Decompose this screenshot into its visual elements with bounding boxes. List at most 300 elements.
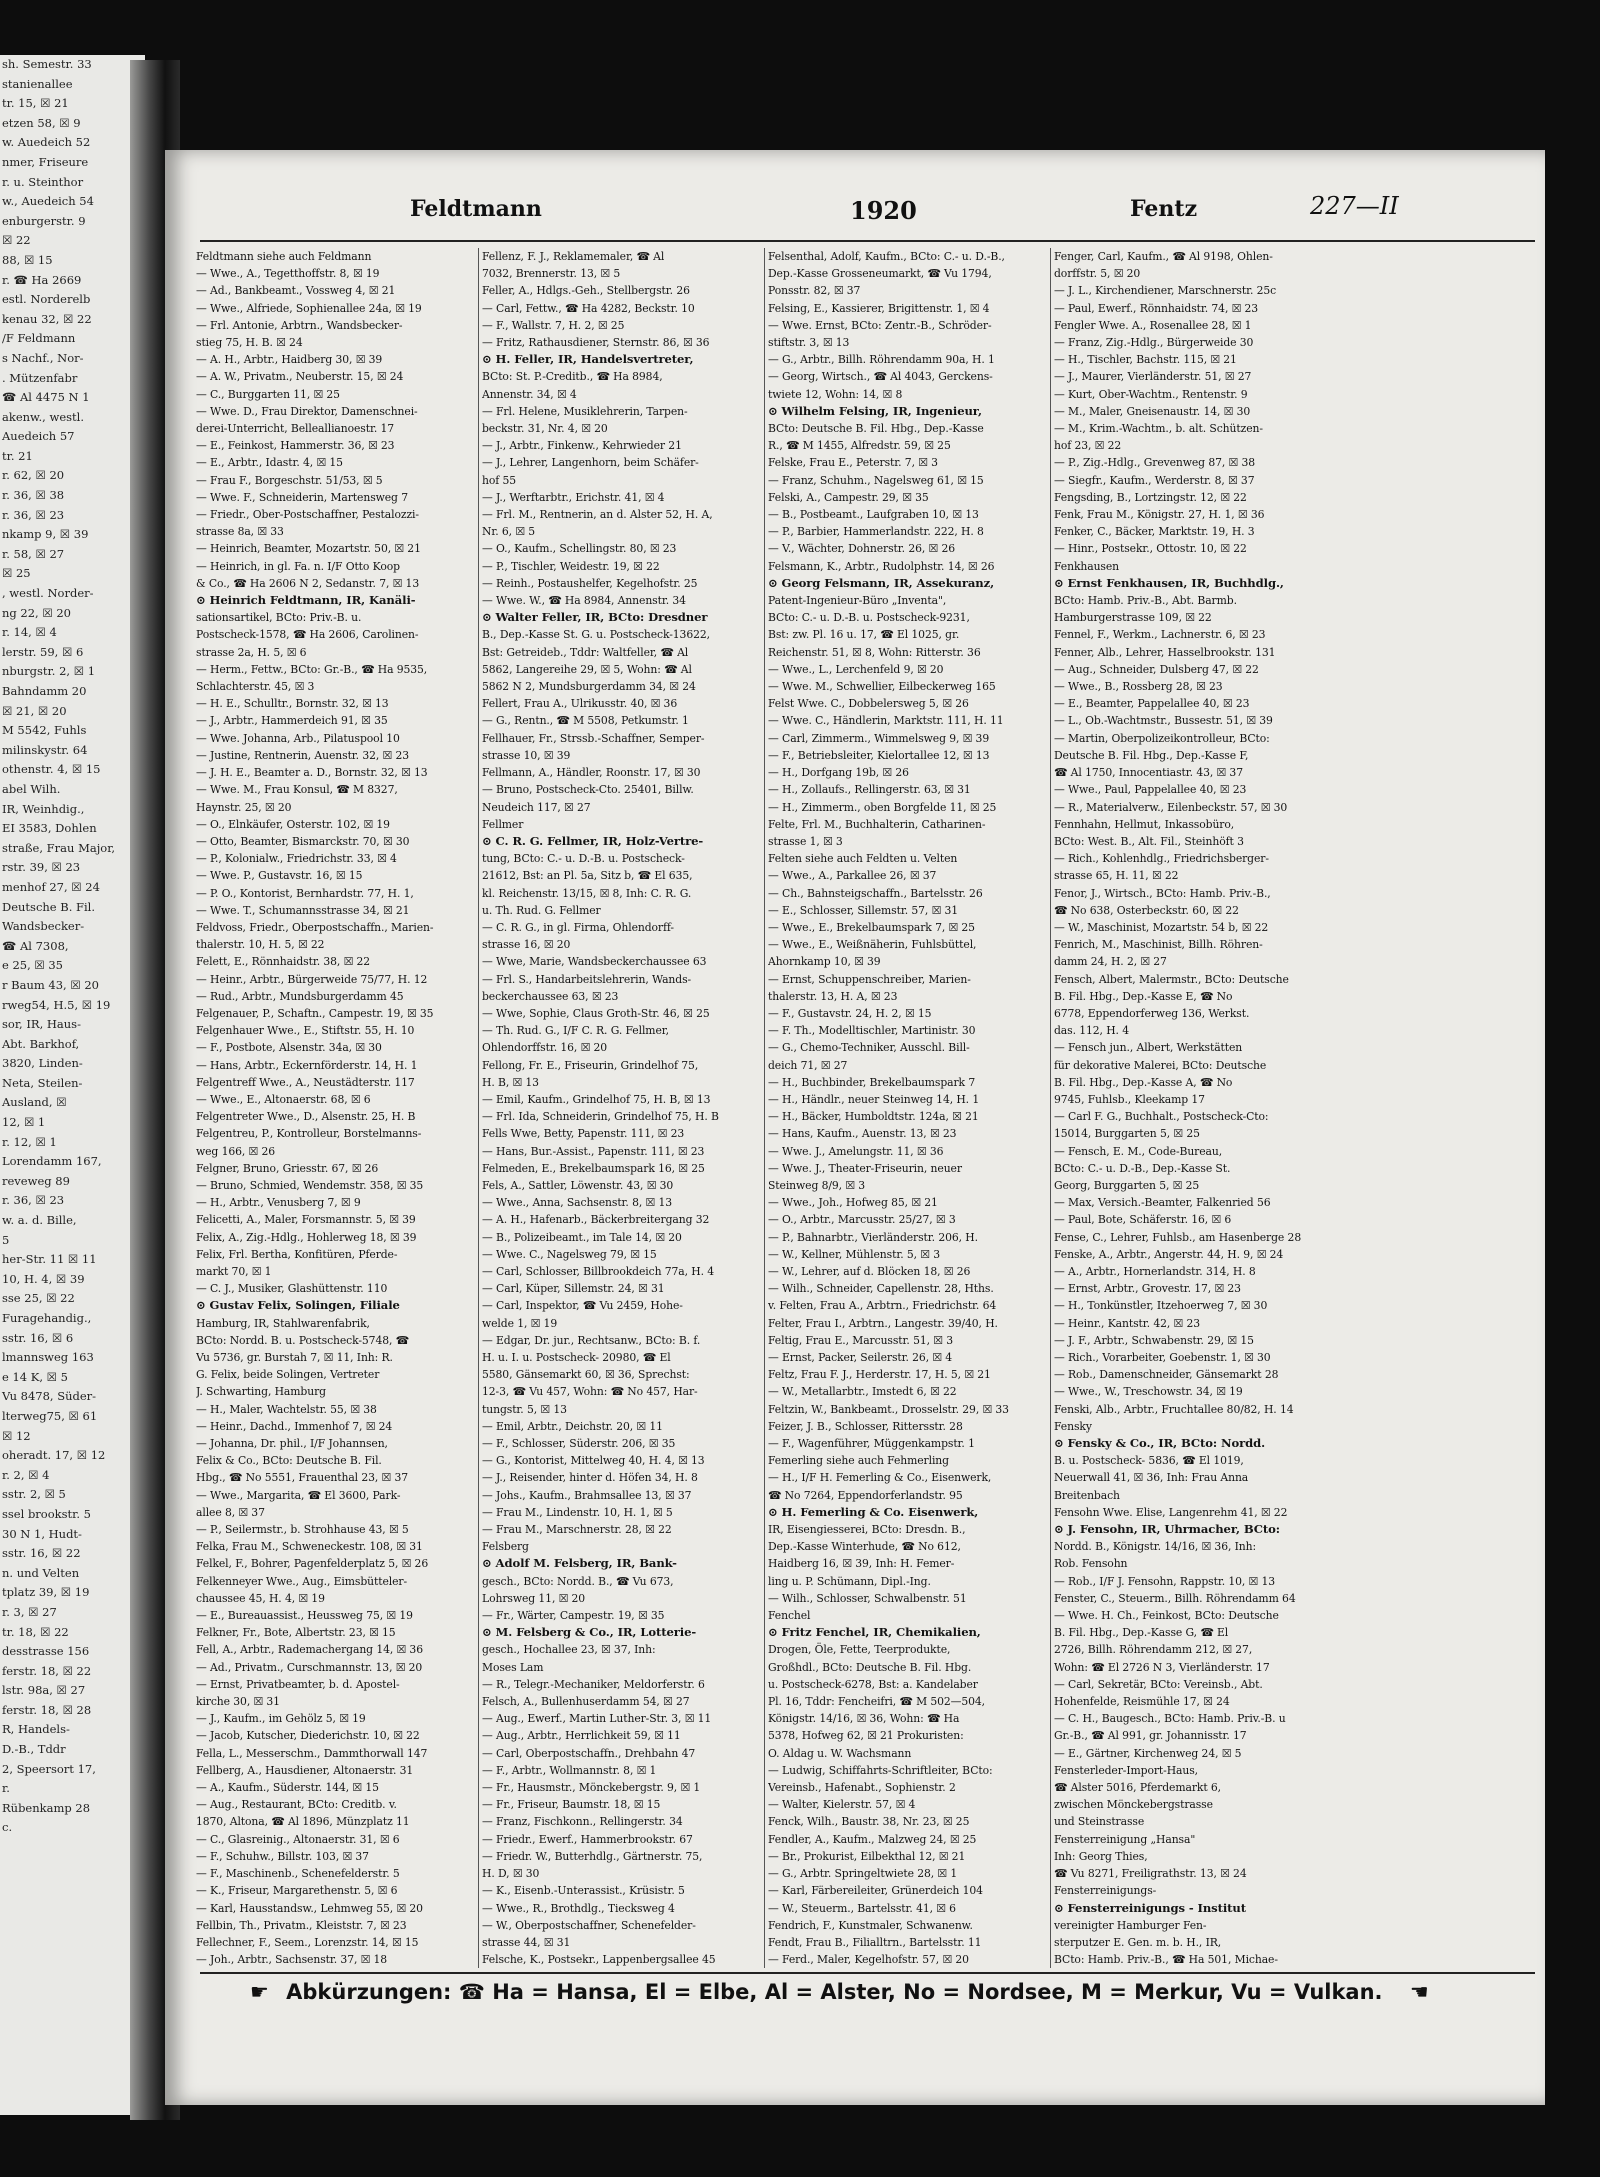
left-page-line: lterweg75, ☒ 61 — [2, 1408, 98, 1423]
directory-entry-line: BCto: C.- u. D.-B., Dep.-Kasse St. — [1054, 1161, 1231, 1175]
directory-entry-line: Ohlendorffstr. 16, ☒ 20 — [482, 1041, 608, 1055]
directory-entry-line: — Wwe. P., Gustavstr. 16, ☒ 15 — [196, 869, 363, 883]
directory-entry-line: — Fr., Friseur, Baumstr. 18, ☒ 15 — [482, 1798, 661, 1812]
directory-entry-line: ⊙ Fritz Fenchel, IR, Chemikalien, — [768, 1625, 981, 1640]
directory-entry-line: das. 112, H. 4 — [1054, 1024, 1129, 1038]
directory-entry-line: Fengsding, B., Lortzingstr. 12, ☒ 22 — [1054, 490, 1247, 504]
directory-entry-line: — Wwe. C., Händlerin, Marktstr. 111, H. 11 — [768, 714, 1004, 728]
directory-entry-line: Felgentreff Wwe., A., Neustädterstr. 117 — [196, 1075, 415, 1089]
directory-entry-line: für dekorative Malerei, BCto: Deutsche — [1054, 1058, 1267, 1072]
directory-entry-line: — Wwe. M., Frau Konsul, ☎ M 8327, — [196, 783, 398, 797]
directory-entry-line: Fellmann, A., Händler, Roonstr. 17, ☒ 30 — [482, 766, 701, 780]
directory-entry-line: 2726, Billh. Röhrendamm 212, ☒ 27, — [1054, 1643, 1253, 1657]
directory-entry-line: — G., Arbtr., Billh. Röhrendamm 90a, H. 1 — [768, 353, 995, 367]
directory-entry-line: Fendler, A., Kaufm., Malzweg 24, ☒ 25 — [768, 1832, 977, 1846]
left-page-line: sse 25, ☒ 22 — [2, 1291, 75, 1306]
directory-entry-line: — Rob., Damenschneider, Gänsemarkt 28 — [1054, 1368, 1279, 1382]
directory-entry-line: sationsartikel, BCto: Priv.-B. u. — [196, 611, 362, 625]
directory-entry-line: — Georg, Wirtsch., ☎ Al 4043, Gerckens- — [768, 370, 993, 384]
directory-entry-line: ⊙ Adolf M. Felsberg, IR, Bank- — [482, 1556, 677, 1571]
directory-entry-line: Feizer, J. B., Schlosser, Rittersstr. 28 — [768, 1419, 963, 1433]
directory-entry-line: — Karl, Färbereileiter, Grünerdeich 104 — [768, 1884, 983, 1898]
directory-entry-line: — Friedr. W., Butterhdlg., Gärtnerstr. 75, — [482, 1849, 703, 1863]
directory-entry-line: Fenster, C., Steuerm., Billh. Röhrendamm 64 — [1054, 1591, 1296, 1605]
directory-entry-line: — Wwe. W., ☎ Ha 8984, Annenstr. 34 — [482, 594, 686, 608]
directory-entry-line: — Wilh., Schneider, Capellenstr. 28, Hths. — [768, 1282, 994, 1296]
left-page-line: r. 14, ☒ 4 — [2, 625, 57, 640]
directory-entry-line: — Carl, Sekretär, BCto: Vereinsb., Abt. — [1054, 1677, 1263, 1691]
directory-entry-line: — Wwe. Ernst, BCto: Zentr.-B., Schröder- — [768, 318, 992, 332]
directory-entry-line: Felten siehe auch Feldten u. Velten — [768, 852, 958, 866]
directory-entry-line: Felgenauer, P., Schaftn., Campestr. 19, ☒ 35 — [196, 1006, 434, 1020]
directory-entry-line: thalerstr. 13, H. A, ☒ 23 — [768, 989, 898, 1003]
directory-entry-line: — F., Maschinenb., Schenefelderstr. 5 — [196, 1867, 400, 1881]
directory-entry-line: Feller, A., Hdlgs.-Geh., Stellbergstr. 26 — [482, 284, 690, 298]
directory-entry-line: thalerstr. 10, H. 5, ☒ 22 — [196, 938, 325, 952]
directory-entry-line: — Franz, Fischkonn., Rellingerstr. 34 — [482, 1815, 683, 1829]
left-page-line: Vu 8478, Süder- — [2, 1389, 97, 1404]
left-page-line: nburgstr. 2, ☒ 1 — [2, 664, 96, 679]
directory-entry-line: strasse 44, ☒ 31 — [482, 1935, 571, 1949]
directory-entry-line: — C. R. G., in gl. Firma, Ohlendorff- — [482, 920, 674, 934]
directory-entry-line: — Fensch jun., Albert, Werkstätten — [1054, 1041, 1243, 1055]
directory-entry-line: — Wwe., W., Treschowstr. 34, ☒ 19 — [1054, 1385, 1243, 1399]
directory-entry-line: — H., Dorfgang 19b, ☒ 26 — [768, 766, 909, 780]
directory-entry-line: 15014, Burggarten 5, ☒ 25 — [1054, 1127, 1200, 1141]
directory-entry-line: — Heinrich, Beamter, Mozartstr. 50, ☒ 21 — [196, 542, 421, 556]
directory-entry-line: 5378, Hofweg 62, ☒ 21 Prokuristen: — [768, 1729, 964, 1743]
directory-entry-line: — H., Händlr., neuer Steinweg 14, H. 1 — [768, 1092, 980, 1106]
left-page-line: D.-B., Tddr — [2, 1742, 66, 1757]
directory-entry-line: Fells Wwe, Betty, Papenstr. 111, ☒ 23 — [482, 1127, 685, 1141]
directory-entry-line: — Jacob, Kutscher, Diederichstr. 10, ☒ 22 — [196, 1729, 420, 1743]
directory-entry-line: — Franz, Zig.-Hdlg., Bürgerweide 30 — [1054, 336, 1254, 350]
directory-entry-line: H. B, ☒ 13 — [482, 1075, 539, 1089]
directory-entry-line: — W., Oberpostschaffner, Schenefelder- — [482, 1918, 696, 1932]
directory-entry-line: BCto: C.- u. D.-B. u. Postscheck-9231, — [768, 611, 970, 625]
directory-entry-line: Fellberg, A., Hausdiener, Altonaerstr. 31 — [196, 1763, 414, 1777]
header-rule — [200, 240, 1535, 242]
directory-entry-line: Feltig, Frau E., Marcusstr. 51, ☒ 3 — [768, 1333, 953, 1347]
left-page-line: r. 2, ☒ 4 — [2, 1467, 50, 1482]
left-page-line: Auedeich 57 — [2, 429, 75, 444]
directory-entry-line: hof 23, ☒ 22 — [1054, 439, 1122, 453]
directory-entry-line: O. Aldag u. W. Wachsmann — [768, 1746, 912, 1760]
directory-entry-line: — E., Schlosser, Sillemstr. 57, ☒ 31 — [768, 903, 959, 917]
directory-entry-line: — F., Betriebsleiter, Kielortallee 12, ☒ 13 — [768, 748, 990, 762]
directory-entry-line: Neudeich 117, ☒ 27 — [482, 800, 591, 814]
directory-entry-line: — A. H., Hafenarb., Bäckerbreitergang 32 — [482, 1213, 710, 1227]
directory-entry-line: — Hinr., Postsekr., Ottostr. 10, ☒ 22 — [1054, 542, 1247, 556]
directory-entry-line: Neuerwall 41, ☒ 36, Inh: Frau Anna — [1054, 1471, 1249, 1485]
header-right-keyword: Fentz — [1130, 196, 1198, 222]
directory-entry-line: Lohrsweg 11, ☒ 20 — [482, 1591, 586, 1605]
directory-entry-line: Felgenhauer Wwe., E., Stiftstr. 55, H. 10 — [196, 1024, 415, 1038]
directory-entry-line: — Ludwig, Schiffahrts-Schriftleiter, BCto: — [768, 1763, 993, 1777]
directory-entry-line: Haynstr. 25, ☒ 20 — [196, 800, 292, 814]
directory-entry-line: 9745, Fuhlsb., Kleekamp 17 — [1054, 1092, 1205, 1106]
directory-entry-line: — Siegfr., Kaufm., Werderstr. 8, ☒ 37 — [1054, 473, 1255, 487]
left-page-line: r. 36, ☒ 38 — [2, 488, 65, 503]
directory-entry-line: Fense, C., Lehrer, Fuhlsb., am Hasenberge 28 — [1054, 1230, 1302, 1244]
directory-entry-line: B. Fil. Hbg., Dep.-Kasse G, ☎ El — [1054, 1626, 1229, 1640]
directory-entry-line: Feldvoss, Friedr., Oberpostschaffn., Marien- — [196, 920, 434, 934]
directory-entry-line: Drogen, Öle, Fette, Teerprodukte, — [768, 1643, 951, 1657]
directory-entry-line: — Wwe. F., Schneiderin, Martensweg 7 — [196, 490, 408, 504]
directory-entry-line: — Frl. M., Rentnerin, an d. Alster 52, H. A, — [482, 508, 713, 522]
left-page-line: othenstr. 4, ☒ 15 — [2, 762, 101, 777]
left-page-line: n. und Velten — [2, 1565, 80, 1580]
directory-entry-line: — A., Arbtr., Hornerlandstr. 314, H. 8 — [1054, 1264, 1256, 1278]
directory-entry-line: — Ernst, Schuppenschreiber, Marien- — [768, 972, 971, 986]
left-page-line: r. ☎ Ha 2669 — [2, 272, 82, 287]
directory-entry-line: Fels, A., Sattler, Löwenstr. 43, ☒ 30 — [482, 1178, 674, 1192]
directory-entry-line: Felsmann, K., Arbtr., Rudolphstr. 14, ☒ 26 — [768, 559, 995, 573]
directory-entry-line: — Justine, Rentnerin, Auenstr. 32, ☒ 23 — [196, 748, 410, 762]
left-page-line: r. u. Steinthor — [2, 174, 84, 189]
directory-entry-line: R., ☎ M 1455, Alfredstr. 59, ☒ 25 — [768, 439, 951, 453]
directory-entry-line: — Frau M., Lindenstr. 10, H. 1, ☒ 5 — [482, 1505, 673, 1519]
left-page-line: 88, ☒ 15 — [2, 252, 53, 267]
directory-entry-line: — Wwe, Sophie, Claus Groth-Str. 46, ☒ 25 — [482, 1006, 710, 1020]
directory-entry-line: Fellenz, F. J., Reklamemaler, ☎ Al — [482, 250, 665, 263]
directory-entry-line: Fenor, J., Wirtsch., BCto: Hamb. Priv.-B., — [1054, 886, 1271, 900]
directory-entry-line: Dep.-Kasse Winterhude, ☎ No 612, — [768, 1540, 961, 1554]
directory-entry-line: — L., Ob.-Wachtmstr., Bussestr. 51, ☒ 39 — [1054, 714, 1273, 728]
directory-entry-line: u. Postscheck-6278, Bst: a. Kandelaber — [768, 1677, 978, 1691]
directory-column-2 — [482, 248, 760, 1968]
directory-entry-line: — Wwe., Margarita, ☎ El 3600, Park- — [196, 1488, 401, 1502]
directory-entry-line: — J., Arbtr., Hammerdeich 91, ☒ 35 — [196, 714, 388, 728]
left-page-line: Abt. Barkhof, — [2, 1036, 80, 1051]
directory-entry-line: — W., Maschinist, Mozartstr. 54 b, ☒ 22 — [1054, 920, 1269, 934]
left-page-line: r. — [2, 1781, 10, 1796]
directory-entry-line: — A. H., Arbtr., Haidberg 30, ☒ 39 — [196, 353, 383, 367]
directory-entry-line: — C., Glasreinig., Altonaerstr. 31, ☒ 6 — [196, 1832, 400, 1846]
left-page-line: e 25, ☒ 35 — [2, 958, 64, 973]
directory-entry-line: — V., Wächter, Dohnerstr. 26, ☒ 26 — [768, 542, 955, 556]
directory-entry-line: — Carl F. G., Buchhalt., Postscheck-Cto: — [1054, 1110, 1269, 1124]
directory-entry-line: — Wwe., Paul, Pappelallee 40, ☒ 23 — [1054, 783, 1247, 797]
directory-entry-line: — Paul, Ewerf., Rönnhaidstr. 74, ☒ 23 — [1054, 301, 1259, 315]
directory-entry-line: — Aug., Restaurant, BCto: Creditb. v. — [196, 1798, 397, 1812]
directory-entry-line: ⊙ Fensterreinigungs - Institut — [1054, 1900, 1247, 1915]
left-page-line: Rübenkamp 28 — [2, 1800, 91, 1815]
directory-entry-line: v. Felten, Frau A., Arbtrn., Friedrichstr. 64 — [768, 1299, 997, 1313]
directory-entry-line: — M., Krim.-Wachtm., b. alt. Schützen- — [1054, 422, 1263, 436]
directory-entry-line: — Fr., Hausmstr., Mönckebergstr. 9, ☒ 1 — [482, 1781, 701, 1795]
directory-entry-line: deich 71, ☒ 27 — [768, 1058, 848, 1072]
directory-entry-line: Hamburg, IR, Stahlwarenfabrik, — [196, 1316, 370, 1330]
directory-entry-line: Vu 5736, gr. Burstah 7, ☒ 11, Inh: R. — [196, 1351, 393, 1364]
directory-entry-line: — J., Arbtr., Finkenw., Kehrwieder 21 — [482, 439, 682, 453]
directory-entry-line: Fennhahn, Hellmut, Inkassobüro, — [1054, 817, 1235, 831]
directory-entry-line: — H., Zollaufs., Rellingerstr. 63, ☒ 31 — [768, 783, 971, 797]
directory-entry-line: ⊙ Walter Feller, IR, BCto: Dresdner — [482, 610, 708, 625]
left-page-line: ferstr. 18, ☒ 22 — [2, 1663, 92, 1678]
directory-entry-line: — Friedr., Ewerf., Hammerbrookstr. 67 — [482, 1832, 693, 1846]
directory-entry-line: — H., Maler, Wachtelstr. 55, ☒ 38 — [196, 1402, 377, 1416]
directory-entry-line: — J., Reisender, hinter d. Höfen 34, H. 8 — [482, 1471, 698, 1485]
directory-entry-line: — J. F., Arbtr., Schwabenstr. 29, ☒ 15 — [1054, 1333, 1254, 1347]
directory-entry-line: Georg, Burggarten 5, ☒ 25 — [1054, 1178, 1200, 1192]
directory-entry-line: — E., Feinkost, Hammerstr. 36, ☒ 23 — [196, 439, 395, 453]
directory-entry-line: — Wwe. J., Theater-Friseurin, neuer — [768, 1161, 962, 1175]
directory-entry-line: — Paul, Bote, Schäferstr. 16, ☒ 6 — [1054, 1213, 1232, 1227]
left-page-line: 3820, Linden- — [2, 1056, 83, 1071]
directory-entry-line: zwischen Mönckebergstrasse — [1054, 1798, 1213, 1812]
directory-entry-line: Fenk, Frau M., Königstr. 27, H. 1, ☒ 36 — [1054, 508, 1265, 522]
directory-entry-line: Felte, Frl. M., Buchhalterin, Catharinen- — [768, 817, 986, 831]
directory-entry-line: Bst: zw. Pl. 16 u. 17, ☎ El 1025, gr. — [768, 628, 960, 642]
directory-entry-line: — Wwe. T., Schumannsstrasse 34, ☒ 21 — [196, 903, 410, 917]
directory-entry-line: BCto: Hamb. Priv.-B., Abt. Barmb. — [1054, 594, 1237, 608]
directory-entry-line: ☎ No 7264, Eppendorferlandstr. 95 — [768, 1488, 963, 1502]
directory-entry-line: — W., Lehrer, auf d. Blöcken 18, ☒ 26 — [768, 1264, 971, 1278]
directory-entry-line: 12-3, ☎ Vu 457, Wohn: ☎ No 457, Har- — [482, 1385, 698, 1399]
left-page-line: ☒ 22 — [2, 233, 31, 248]
directory-entry-line: — B., Postbeamt., Laufgraben 10, ☒ 13 — [768, 508, 979, 522]
directory-entry-line: Patent-Ingenieur-Büro „Inventa", — [768, 594, 947, 608]
directory-entry-line: BCto: Deutsche B. Fil. Hbg., Dep.-Kasse — [768, 422, 984, 436]
directory-entry-line: — Edgar, Dr. jur., Rechtsanw., BCto: B. f. — [482, 1333, 701, 1347]
page-number: 227—II — [1310, 192, 1399, 220]
left-page-line: stanienallee — [2, 76, 73, 91]
left-page-line: abel Wilh. — [2, 781, 61, 796]
directory-entry-line: strasse 1, ☒ 3 — [768, 834, 843, 848]
header-year: 1920 — [850, 196, 917, 225]
directory-entry-line: Fenski, Alb., Arbtr., Fruchtallee 80/82, H. 14 — [1054, 1402, 1294, 1416]
left-page-line: s Nachf., Nor- — [2, 350, 84, 365]
directory-entry-line: — Carl, Zimmerm., Wimmelsweg 9, ☒ 39 — [768, 731, 990, 745]
directory-entry-line: — Emil, Arbtr., Deichstr. 20, ☒ 11 — [482, 1419, 663, 1433]
directory-entry-line: Feldtmann siehe auch Feldmann — [196, 250, 372, 263]
left-page-line: Furagehandig., — [2, 1311, 92, 1325]
directory-entry-line: — Herm., Fettw., BCto: Gr.-B., ☎ Ha 9535, — [196, 662, 428, 676]
directory-entry-line: — Wwe., R., Brothdlg., Tiecksweg 4 — [482, 1901, 675, 1915]
directory-entry-line: ⊙ Wilhelm Felsing, IR, Ingenieur, — [768, 403, 982, 418]
directory-entry-line: BCto: St. P.-Creditb., ☎ Ha 8984, — [482, 370, 663, 384]
directory-entry-line: Fensohn Wwe. Elise, Langenrehm 41, ☒ 22 — [1054, 1505, 1288, 1519]
directory-entry-line: ⊙ Fensky & Co., IR, BCto: Nordd. — [1054, 1436, 1266, 1451]
directory-entry-line: strasse 2a, H. 5, ☒ 6 — [196, 645, 307, 659]
directory-entry-line: Fensch, Albert, Malermstr., BCto: Deutsche — [1054, 972, 1289, 986]
directory-entry-line: — Wwe., A., Parkallee 26, ☒ 37 — [768, 869, 937, 883]
directory-entry-line: — Fritz, Rathausdiener, Sternstr. 86, ☒ 36 — [482, 336, 710, 350]
left-page-line: estl. Norderelb — [2, 292, 91, 307]
left-page-line: tr. 18, ☒ 22 — [2, 1624, 69, 1639]
directory-entry-line: — Rich., Vorarbeiter, Goebenstr. 1, ☒ 30 — [1054, 1351, 1271, 1364]
directory-entry-line: ⊙ J. Fensohn, IR, Uhrmacher, BCto: — [1054, 1522, 1280, 1537]
directory-entry-line: — P., Tischler, Weidestr. 19, ☒ 22 — [482, 559, 660, 573]
directory-entry-line: — Otto, Beamter, Bismarckstr. 70, ☒ 30 — [196, 834, 410, 848]
directory-entry-line: Vereinsb., Hafenabt., Sophienstr. 2 — [768, 1781, 956, 1795]
directory-entry-line: — J. H. E., Beamter a. D., Bornstr. 32, ☒ 13 — [196, 766, 428, 780]
directory-entry-line: Fell, A., Arbtr., Rademachergang 14, ☒ 36 — [196, 1643, 423, 1657]
directory-entry-line: — F., Arbtr., Wollmannstr. 8, ☒ 1 — [482, 1763, 657, 1777]
directory-entry-line: Felsenthal, Adolf, Kaufm., BCto: C.- u. D.-B., — [768, 250, 1005, 263]
directory-entry-line: — Rob., I/F J. Fensohn, Rappstr. 10, ☒ 13 — [1054, 1574, 1276, 1588]
directory-entry-line: — Bruno, Postscheck-Cto. 25401, Billw. — [482, 783, 694, 797]
directory-entry-line: — J. L., Kirchendiener, Marschnerstr. 25c — [1054, 284, 1277, 298]
directory-entry-line: B., Dep.-Kasse St. G. u. Postscheck-13622, — [482, 628, 710, 642]
left-page-line: e 14 K, ☒ 5 — [2, 1369, 68, 1384]
directory-entry-line: strasse 8a, ☒ 33 — [196, 525, 284, 539]
directory-entry-line: — Wilh., Schlosser, Schwalbenstr. 51 — [768, 1591, 967, 1605]
directory-entry-line: Fella, L., Messerschm., Dammthorwall 147 — [196, 1746, 428, 1760]
directory-entry-line: — Wwe., E., Altonaerstr. 68, ☒ 6 — [196, 1092, 371, 1106]
directory-entry-line: kl. Reichenstr. 13/15, ☒ 8, Inh: C. R. G. — [482, 886, 692, 900]
directory-entry-line: u. Th. Rud. G. Fellmer — [482, 903, 601, 917]
pointing-hand-icon: ☛ — [250, 1980, 269, 2004]
directory-entry-line: — P., Zig.-Hdlg., Grevenweg 87, ☒ 38 — [1054, 456, 1255, 470]
directory-entry-line: Haidberg 16, ☒ 39, Inh: H. Femer- — [768, 1557, 955, 1571]
left-page-line: 5 — [2, 1232, 10, 1247]
left-page-line: /F Feldmann — [2, 331, 76, 346]
directory-entry-line: — Fensch, E. M., Code-Bureau, — [1054, 1144, 1223, 1158]
directory-entry-line: — W., Metallarbtr., Imstedt 6, ☒ 22 — [768, 1385, 957, 1399]
left-page-line: ☒ 21, ☒ 20 — [2, 703, 67, 718]
directory-entry-line: — Wwe., Anna, Sachsenstr. 8, ☒ 13 — [482, 1196, 672, 1210]
directory-entry-line: Schlachterstr. 45, ☒ 3 — [196, 680, 315, 694]
directory-entry-line: — Frl. Ida, Schneiderin, Grindelhof 75, H. B — [482, 1110, 719, 1124]
directory-entry-line: — R., Materialverw., Eilenbeckstr. 57, ☒ 30 — [1054, 800, 1288, 814]
directory-entry-line: Fenner, Alb., Lehrer, Hasselbrookstr. 131 — [1054, 645, 1276, 659]
directory-entry-line: — Wwe., L., Lerchenfeld 9, ☒ 20 — [768, 662, 944, 676]
directory-entry-line: ☎ Alster 5016, Pferdemarkt 6, — [1054, 1781, 1221, 1795]
directory-entry-line: Fenker, C., Bäcker, Marktstr. 19, H. 3 — [1054, 525, 1255, 539]
directory-entry-line: — F. Th., Modelltischler, Martinistr. 30 — [768, 1024, 976, 1038]
directory-entry-line: Deutsche B. Fil. Hbg., Dep.-Kasse F, — [1054, 748, 1249, 762]
directory-entry-line: — E., Gärtner, Kirchenweg 24, ☒ 5 — [1054, 1746, 1242, 1760]
directory-entry-line: Feltzin, W., Bankbeamt., Drosselstr. 29, ☒ 33 — [768, 1402, 1009, 1416]
left-page-line: lerstr. 59, ☒ 6 — [2, 644, 84, 659]
directory-entry-line: Fellmer — [482, 817, 524, 831]
pointing-hand-icon: ☚ — [1409, 1980, 1429, 2004]
directory-entry-line: Fellbin, Th., Privatm., Kleiststr. 7, ☒ 23 — [196, 1918, 407, 1932]
abbreviation-text: Abkürzungen: ☎ Ha = Hansa, El = Elbe, Al = Alster, No = Nordsee, M = Merkur, Vu = Vulkan. — [286, 1980, 1383, 2004]
directory-entry-line: — Hans, Arbtr., Eckernförderstr. 14, H. 1 — [196, 1058, 418, 1072]
directory-entry-line: — Wwe. Johanna, Arb., Pilatuspool 10 — [196, 731, 400, 745]
directory-entry-line: — Kurt, Ober-Wachtm., Rentenstr. 9 — [1054, 387, 1248, 401]
abbreviation-footer — [250, 1980, 1450, 2016]
directory-entry-line: — W., Kellner, Mühlenstr. 5, ☒ 3 — [768, 1247, 940, 1261]
directory-entry-line: 5862, Langereihe 29, ☒ 5, Wohn: ☎ Al — [482, 662, 692, 676]
directory-entry-line: Femerling siehe auch Fehmerling — [768, 1454, 949, 1468]
directory-entry-line: Felix, Frl. Bertha, Konfitüren, Pferde- — [196, 1247, 398, 1261]
left-page-line: Ausland, ☒ — [2, 1095, 67, 1110]
directory-column-3 — [768, 248, 1046, 1968]
left-page-line: Neta, Steilen- — [2, 1075, 83, 1090]
left-page-line: oheradt. 17, ☒ 12 — [2, 1448, 106, 1463]
directory-entry-line: Breitenbach — [1054, 1488, 1120, 1502]
directory-entry-line: tungstr. 5, ☒ 13 — [482, 1402, 567, 1416]
directory-entry-line: — P., Seilermstr., b. Strohhause 43, ☒ 5 — [196, 1523, 409, 1537]
directory-entry-line: Fellong, Fr. E., Friseurin, Grindelhof 75, — [482, 1058, 699, 1072]
directory-entry-line: Felix & Co., BCto: Deutsche B. Fil. — [196, 1454, 382, 1468]
left-page-line: r. 12, ☒ 1 — [2, 1134, 57, 1149]
directory-entry-line: Fenkhausen — [1054, 559, 1120, 573]
directory-entry-line: Fendt, Frau B., Filialltrn., Bartelsstr. 11 — [768, 1935, 982, 1949]
page-header — [410, 190, 1530, 230]
left-page-line: menhof 27, ☒ 24 — [2, 879, 100, 894]
directory-entry-line: — Wwe., B., Rossberg 28, ☒ 23 — [1054, 680, 1223, 694]
directory-entry-line: gesch., BCto: Nordd. B., ☎ Vu 673, — [482, 1574, 674, 1588]
directory-entry-line: — Max, Versich.-Beamter, Falkenried 56 — [1054, 1196, 1271, 1210]
left-page-line: ssel brookstr. 5 — [2, 1506, 92, 1521]
directory-entry-line: — Wwe. C., Nagelsweg 79, ☒ 15 — [482, 1247, 657, 1261]
directory-entry-line: — K., Friseur, Margarethenstr. 5, ☒ 6 — [196, 1884, 398, 1898]
directory-entry-line: hof 55 — [482, 473, 517, 487]
directory-entry-line: — Bruno, Schmied, Wendemstr. 358, ☒ 35 — [196, 1178, 424, 1192]
directory-entry-line: — F., Wagenführer, Müggenkampstr. 1 — [768, 1437, 975, 1451]
directory-entry-line: Felsing, E., Kassierer, Brigittenstr. 1, ☒ 4 — [768, 301, 990, 315]
left-page-line: etzen 58, ☒ 9 — [2, 115, 81, 130]
directory-entry-line: dorffstr. 5, ☒ 20 — [1054, 267, 1141, 281]
directory-entry-line: — G., Chemo-Techniker, Ausschl. Bill- — [768, 1041, 970, 1055]
left-page-line: r. 36, ☒ 23 — [2, 507, 65, 522]
directory-entry-line: — J., Maurer, Vierländerstr. 51, ☒ 27 — [1054, 370, 1252, 384]
directory-entry-line: 1870, Altona, ☎ Al 1896, Münzplatz 11 — [196, 1815, 410, 1829]
directory-entry-line: H. D, ☒ 30 — [482, 1867, 540, 1881]
directory-entry-line: Fenrich, M., Maschinist, Billh. Röhren- — [1054, 938, 1263, 952]
directory-entry-line: — O., Arbtr., Marcusstr. 25/27, ☒ 3 — [768, 1213, 956, 1227]
directory-entry-line: — Carl, Küper, Sillemstr. 24, ☒ 31 — [482, 1282, 665, 1296]
directory-entry-line: — Franz, Schuhm., Nagelsweg 61, ☒ 15 — [768, 473, 984, 487]
left-page-line: R, Handels- — [2, 1722, 70, 1737]
directory-entry-line: — F., Postbote, Alsenstr. 34a, ☒ 30 — [196, 1041, 382, 1055]
left-page-line: Bahndamm 20 — [2, 684, 87, 698]
directory-entry-line: — P., Barbier, Hammerlandstr. 222, H. 8 — [768, 525, 984, 539]
directory-entry-line: — P., Bahnarbtr., Vierländerstr. 206, H. — [768, 1230, 978, 1244]
directory-entry-line: — C. H., Baugesch., BCto: Hamb. Priv.-B. u — [1054, 1712, 1286, 1726]
directory-entry-line: — Heinr., Kantstr. 42, ☒ 23 — [1054, 1316, 1200, 1330]
directory-entry-line: derei-Unterricht, Belleallianoestr. 17 — [196, 422, 395, 436]
directory-entry-line: Felgentreter Wwe., D., Alsenstr. 25, H. B — [196, 1110, 416, 1124]
directory-entry-line: — Frau F., Borgeschstr. 51/53, ☒ 5 — [196, 473, 383, 487]
directory-entry-line: beckstr. 31, Nr. 4, ☒ 20 — [482, 422, 608, 436]
directory-entry-line: — Wwe., A., Tegetthoffstr. 8, ☒ 19 — [196, 267, 380, 281]
left-page-line: ferstr. 18, ☒ 28 — [2, 1702, 92, 1717]
left-page-line: tplatz 39, ☒ 19 — [2, 1585, 90, 1600]
left-page-line: r. 36, ☒ 23 — [2, 1193, 65, 1208]
directory-entry-line: BCto: West. B., Alt. Fil., Steinhöft 3 — [1054, 834, 1244, 848]
directory-entry-line: — H., Tischler, Bachstr. 115, ☒ 21 — [1054, 353, 1237, 367]
directory-entry-line: — P., Kolonialw., Friedrichstr. 33, ☒ 4 — [196, 852, 397, 866]
left-page-line: r. 62, ☒ 20 — [2, 468, 65, 483]
left-page-line: lmannsweg 163 — [2, 1350, 94, 1365]
directory-entry-line: — Heinrich, in gl. Fa. n. I/F Otto Koop — [196, 559, 400, 573]
directory-entry-line: IR, Eisengiesserei, BCto: Dresdn. B., — [768, 1523, 966, 1537]
left-page-line: nmer, Friseure — [2, 154, 89, 169]
directory-entry-line: Nr. 6, ☒ 5 — [482, 525, 535, 539]
directory-entry-line: Felmeden, E., Brekelbaumspark 16, ☒ 25 — [482, 1161, 705, 1175]
left-page-line: milinskystr. 64 — [2, 742, 88, 757]
directory-entry-line: — Johs., Kaufm., Brahmsallee 13, ☒ 37 — [482, 1488, 692, 1502]
directory-entry-line: ☎ No 638, Osterbeckstr. 60, ☒ 22 — [1054, 903, 1239, 917]
directory-entry-line: Dep.-Kasse Grosseneumarkt, ☎ Vu 1794, — [768, 267, 992, 281]
directory-entry-line: — Reinh., Postaushelfer, Kegelhofstr. 25 — [482, 576, 698, 590]
directory-entry-line: Fendrich, F., Kunstmaler, Schwanenw. — [768, 1918, 973, 1932]
directory-entry-line: — Carl, Oberpostschaffn., Drehbahn 47 — [482, 1746, 696, 1760]
directory-entry-line: — Johanna, Dr. phil., I/F Johannsen, — [196, 1437, 388, 1451]
directory-column-1 — [196, 248, 474, 1968]
directory-entry-line: — Ad., Privatm., Curschmannstr. 13, ☒ 20 — [196, 1660, 423, 1674]
directory-entry-line: Moses Lam — [482, 1660, 544, 1674]
column-divider — [478, 248, 479, 1968]
directory-entry-line: strasse 65, H. 11, ☒ 22 — [1054, 869, 1179, 883]
directory-entry-line: — Aug., Ewerf., Martin Luther-Str. 3, ☒ 11 — [482, 1712, 712, 1726]
